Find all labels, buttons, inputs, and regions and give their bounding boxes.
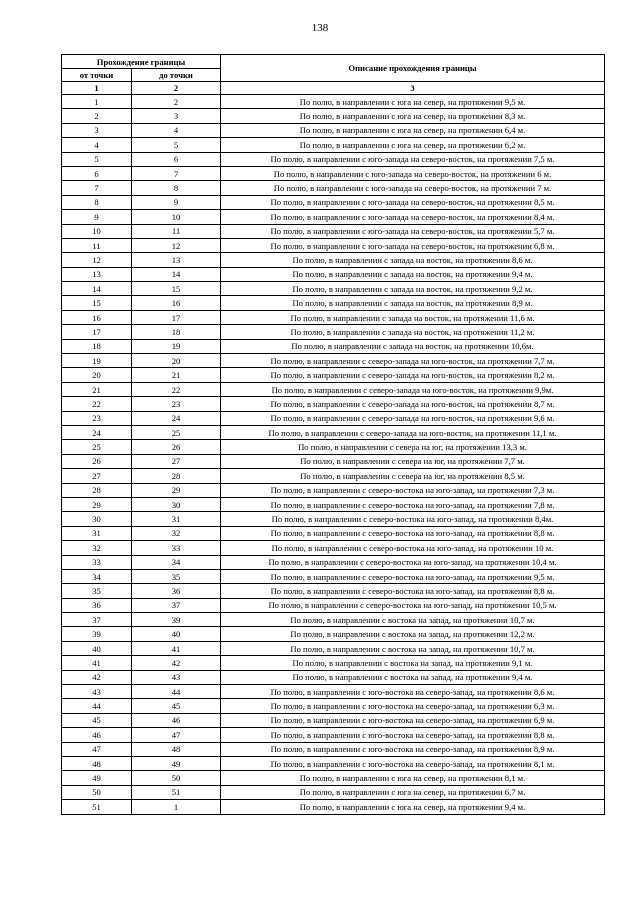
cell-desc: По полю, в направлении с запада на восток, на протяжении 11,2 м.	[221, 325, 605, 339]
table-header	[62, 55, 605, 95]
cell-from: 9	[62, 210, 132, 224]
cell-to: 44	[132, 685, 221, 699]
table-row	[62, 713, 605, 727]
table-row	[62, 166, 605, 180]
table-row	[62, 526, 605, 540]
cell-from: 34	[62, 569, 132, 583]
cell-to: 29	[132, 483, 221, 497]
table-row	[62, 641, 605, 655]
cell-from: 7	[62, 181, 132, 195]
cell-from: 25	[62, 440, 132, 454]
cell-to: 14	[132, 267, 221, 281]
table-row	[62, 267, 605, 281]
cell-to: 50	[132, 771, 221, 785]
cell-to: 48	[132, 742, 221, 756]
col-desc-header: Описание прохождения границы	[221, 55, 605, 82]
cell-to: 24	[132, 411, 221, 425]
table-row	[62, 800, 605, 814]
table-row	[62, 656, 605, 670]
cell-desc: По полю, в направлении с востока на запад, на протяжении 9,1 м.	[221, 656, 605, 670]
cell-desc: По полю, в направлении с северо-востока на юго-запад, на протяжении 7,8 м.	[221, 497, 605, 511]
table-row	[62, 210, 605, 224]
table-row	[62, 109, 605, 123]
cell-to: 15	[132, 282, 221, 296]
table-row	[62, 339, 605, 353]
table-row	[62, 454, 605, 468]
table-row	[62, 382, 605, 396]
cell-from: 45	[62, 713, 132, 727]
cell-to: 35	[132, 569, 221, 583]
cell-from: 48	[62, 756, 132, 770]
page-number: 138	[311, 22, 329, 34]
table-row	[62, 497, 605, 511]
cell-desc: По полю, в направлении с северо-запада на юго-восток, на протяжении 9,9м.	[221, 382, 605, 396]
cell-from: 27	[62, 469, 132, 483]
cell-desc: По полю, в направлении с юго-запада на северо-восток, на протяжении 8,5 м.	[221, 195, 605, 209]
table-row	[62, 598, 605, 612]
cell-to: 34	[132, 555, 221, 569]
cell-from: 39	[62, 627, 132, 641]
cell-desc: По полю, в направлении с юго-востока на северо-запад, на протяжении 8,6 м.	[221, 685, 605, 699]
cell-desc: По полю, в направлении с юга на север, на протяжении 9,4 м.	[221, 800, 605, 814]
cell-to: 33	[132, 541, 221, 555]
cell-from: 37	[62, 613, 132, 627]
cell-to: 51	[132, 785, 221, 799]
cell-from: 10	[62, 224, 132, 238]
table-row	[62, 310, 605, 324]
cell-to: 25	[132, 425, 221, 439]
table-row	[62, 224, 605, 238]
cell-desc: По полю, в направлении с севера на юг, на протяжении 7,7 м.	[221, 454, 605, 468]
cell-desc: По полю, в направлении с юго-запада на северо-восток, на протяжении 8,4 м.	[221, 210, 605, 224]
cell-desc: По полю, в направлении с северо-запада на юго-восток, на протяжении 8,2 м.	[221, 368, 605, 382]
table-row	[62, 397, 605, 411]
table-row	[62, 354, 605, 368]
table-row	[62, 742, 605, 756]
cell-to: 31	[132, 512, 221, 526]
cell-to: 10	[132, 210, 221, 224]
cell-desc: По полю, в направлении с юго-запада на северо-восток, на протяжении 6,8 м.	[221, 238, 605, 252]
cell-to: 2	[132, 95, 221, 109]
cell-from: 20	[62, 368, 132, 382]
cell-to: 19	[132, 339, 221, 353]
cell-to: 21	[132, 368, 221, 382]
cell-from: 30	[62, 512, 132, 526]
cell-desc: По полю, в направлении с юга на север, на протяжении 6,2 м.	[221, 138, 605, 152]
group-title: Прохождение границы	[62, 55, 221, 69]
boundary-table	[61, 54, 605, 815]
cell-desc: По полю, в направлении с северо-запада на юго-восток, на протяжении 7,7 м.	[221, 354, 605, 368]
cell-to: 16	[132, 296, 221, 310]
cell-from: 23	[62, 411, 132, 425]
cell-desc: По полю, в направлении с севера на юг, на протяжении 8,5 м.	[221, 469, 605, 483]
cell-desc: По полю, в направлении с юго-востока на северо-запад, на протяжении 6,3 м.	[221, 699, 605, 713]
cell-desc: По полю, в направлении с востока на запад, на протяжении 12,2 м.	[221, 627, 605, 641]
cell-to: 18	[132, 325, 221, 339]
cell-desc: По полю, в направлении с юго-востока на северо-запад, на протяжении 6,9 м.	[221, 713, 605, 727]
cell-desc: По полю, в направлении с востока на запад, на протяжении 9,4 м.	[221, 670, 605, 684]
cell-from: 32	[62, 541, 132, 555]
cell-to: 3	[132, 109, 221, 123]
cell-to: 49	[132, 756, 221, 770]
table-body	[62, 95, 605, 815]
cell-desc: По полю, в направлении с юго-востока на северо-запад, на протяжении 8,8 м.	[221, 728, 605, 742]
cell-to: 39	[132, 613, 221, 627]
cell-from: 14	[62, 282, 132, 296]
cell-to: 42	[132, 656, 221, 670]
cell-desc: По полю, в направлении с северо-востока на юго-запад, на протяжении 7,3 м.	[221, 483, 605, 497]
table-row	[62, 282, 605, 296]
cell-from: 16	[62, 310, 132, 324]
cell-from: 35	[62, 584, 132, 598]
table-row	[62, 627, 605, 641]
cell-desc: По полю, в направлении с северо-запада на юго-восток, на протяжении 11,1 м.	[221, 425, 605, 439]
cell-to: 27	[132, 454, 221, 468]
col-number-1: 1	[62, 82, 132, 95]
cell-to: 45	[132, 699, 221, 713]
cell-to: 11	[132, 224, 221, 238]
table-row	[62, 440, 605, 454]
cell-to: 6	[132, 152, 221, 166]
table-row	[62, 253, 605, 267]
col-number-2: 2	[132, 82, 221, 95]
cell-to: 37	[132, 598, 221, 612]
cell-to: 9	[132, 195, 221, 209]
table-row	[62, 699, 605, 713]
table-row	[62, 685, 605, 699]
cell-from: 28	[62, 483, 132, 497]
cell-desc: По полю, в направлении с северо-запада на юго-восток, на протяжении 8,7 м.	[221, 397, 605, 411]
cell-desc: По полю, в направлении с юга на север, на протяжении 8,3 м.	[221, 109, 605, 123]
cell-desc: По полю, в направлении с запада на восток, на протяжении 11,6 м.	[221, 310, 605, 324]
cell-to: 12	[132, 238, 221, 252]
cell-to: 30	[132, 497, 221, 511]
cell-desc: По полю, в направлении с юго-запада на северо-восток, на протяжении 7,5 м.	[221, 152, 605, 166]
cell-from: 1	[62, 95, 132, 109]
cell-desc: По полю, в направлении с запада на восток, на протяжении 8,9 м.	[221, 296, 605, 310]
cell-to: 13	[132, 253, 221, 267]
table-row	[62, 613, 605, 627]
cell-desc: По полю, в направлении с юга на север, на протяжении 8,1 м.	[221, 771, 605, 785]
cell-to: 23	[132, 397, 221, 411]
cell-to: 26	[132, 440, 221, 454]
table-row	[62, 181, 605, 195]
cell-to: 20	[132, 354, 221, 368]
cell-to: 47	[132, 728, 221, 742]
cell-from: 47	[62, 742, 132, 756]
cell-desc: По полю, в направлении с северо-востока на юго-запад, на протяжении 8,8 м.	[221, 584, 605, 598]
cell-desc: По полю, в направлении с северо-востока на юго-запад, на протяжении 8,4м.	[221, 512, 605, 526]
table-row	[62, 411, 605, 425]
cell-desc: По полю, в направлении с запада на восток, на протяжении 10,6м.	[221, 339, 605, 353]
cell-to: 46	[132, 713, 221, 727]
cell-from: 43	[62, 685, 132, 699]
table-row	[62, 195, 605, 209]
cell-to: 4	[132, 123, 221, 137]
table-row	[62, 296, 605, 310]
col-number-3: 3	[221, 82, 605, 95]
cell-desc: По полю, в направлении с северо-востока на юго-запад, на протяжении 9,5 м.	[221, 569, 605, 583]
cell-from: 15	[62, 296, 132, 310]
table-row	[62, 138, 605, 152]
table-row	[62, 325, 605, 339]
table-row	[62, 238, 605, 252]
cell-desc: По полю, в направлении с востока на запад, на протяжении 10,7 м.	[221, 613, 605, 627]
cell-from: 8	[62, 195, 132, 209]
cell-desc: По полю, в направлении с юга на север, на протяжении 6,4 м.	[221, 123, 605, 137]
table-row	[62, 584, 605, 598]
cell-from: 13	[62, 267, 132, 281]
cell-from: 50	[62, 785, 132, 799]
cell-from: 42	[62, 670, 132, 684]
cell-to: 8	[132, 181, 221, 195]
table-row	[62, 756, 605, 770]
cell-desc: По полю, в направлении с северо-запада на юго-восток, на протяжении 9,6 м.	[221, 411, 605, 425]
cell-to: 36	[132, 584, 221, 598]
cell-from: 24	[62, 425, 132, 439]
cell-from: 5	[62, 152, 132, 166]
table-row	[62, 469, 605, 483]
cell-to: 28	[132, 469, 221, 483]
table-row	[62, 368, 605, 382]
cell-desc: По полю, в направлении с юга на север, на протяжении 9,5 м.	[221, 95, 605, 109]
table-row	[62, 483, 605, 497]
cell-desc: По полю, в направлении с юга на север, на протяжении 6,7 м.	[221, 785, 605, 799]
table-row	[62, 771, 605, 785]
table-row	[62, 95, 605, 109]
cell-from: 21	[62, 382, 132, 396]
cell-desc: По полю, в направлении с юго-запада на северо-восток, на протяжении 7 м.	[221, 181, 605, 195]
col-from-header: от точки	[62, 69, 132, 82]
col-to-header: до точки	[132, 69, 221, 82]
cell-from: 33	[62, 555, 132, 569]
cell-desc: По полю, в направлении с юго-востока на северо-запад, на протяжении 8,9 м.	[221, 742, 605, 756]
cell-to: 32	[132, 526, 221, 540]
cell-to: 5	[132, 138, 221, 152]
cell-from: 2	[62, 109, 132, 123]
cell-from: 17	[62, 325, 132, 339]
cell-from: 29	[62, 497, 132, 511]
cell-to: 40	[132, 627, 221, 641]
cell-from: 41	[62, 656, 132, 670]
cell-from: 3	[62, 123, 132, 137]
cell-desc: По полю, в направлении с востока на запад, на протяжении 10,7 м.	[221, 641, 605, 655]
table-row	[62, 728, 605, 742]
cell-desc: По полю, в направлении с юго-запада на северо-восток, на протяжении 6 м.	[221, 166, 605, 180]
cell-from: 44	[62, 699, 132, 713]
cell-from: 26	[62, 454, 132, 468]
cell-from: 19	[62, 354, 132, 368]
cell-from: 4	[62, 138, 132, 152]
cell-desc: По полю, в направлении с северо-востока на юго-запад, на протяжении 10,5 м.	[221, 598, 605, 612]
cell-to: 7	[132, 166, 221, 180]
table-row	[62, 670, 605, 684]
cell-from: 12	[62, 253, 132, 267]
cell-from: 40	[62, 641, 132, 655]
cell-from: 6	[62, 166, 132, 180]
cell-from: 51	[62, 800, 132, 814]
cell-from: 36	[62, 598, 132, 612]
cell-from: 49	[62, 771, 132, 785]
table-row	[62, 425, 605, 439]
table-row	[62, 785, 605, 799]
table-row	[62, 555, 605, 569]
cell-desc: По полю, в направлении с севера на юг, на протяжении 13,3 м.	[221, 440, 605, 454]
cell-from: 46	[62, 728, 132, 742]
table-row	[62, 569, 605, 583]
cell-from: 22	[62, 397, 132, 411]
table-row	[62, 152, 605, 166]
cell-desc: По полю, в направлении с юго-востока на северо-запад, на протяжении 8,1 м.	[221, 756, 605, 770]
cell-to: 22	[132, 382, 221, 396]
table-row	[62, 123, 605, 137]
cell-desc: По полю, в направлении с северо-востока на юго-запад, на протяжении 10 м.	[221, 541, 605, 555]
cell-to: 1	[132, 800, 221, 814]
cell-desc: По полю, в направлении с запада на восток, на протяжении 8,6 м.	[221, 253, 605, 267]
cell-from: 18	[62, 339, 132, 353]
table-row	[62, 512, 605, 526]
cell-to: 41	[132, 641, 221, 655]
cell-from: 31	[62, 526, 132, 540]
cell-desc: По полю, в направлении с северо-востока на юго-запад, на протяжении 10,4 м.	[221, 555, 605, 569]
cell-desc: По полю, в направлении с северо-востока на юго-запад, на протяжении 8,8 м.	[221, 526, 605, 540]
cell-desc: По полю, в направлении с запада на восток, на протяжении 9,2 м.	[221, 282, 605, 296]
cell-to: 43	[132, 670, 221, 684]
cell-to: 17	[132, 310, 221, 324]
cell-from: 11	[62, 238, 132, 252]
cell-desc: По полю, в направлении с юго-запада на северо-восток, на протяжении 5,7 м.	[221, 224, 605, 238]
cell-desc: По полю, в направлении с запада на восток, на протяжении 9,4 м.	[221, 267, 605, 281]
table-row	[62, 541, 605, 555]
